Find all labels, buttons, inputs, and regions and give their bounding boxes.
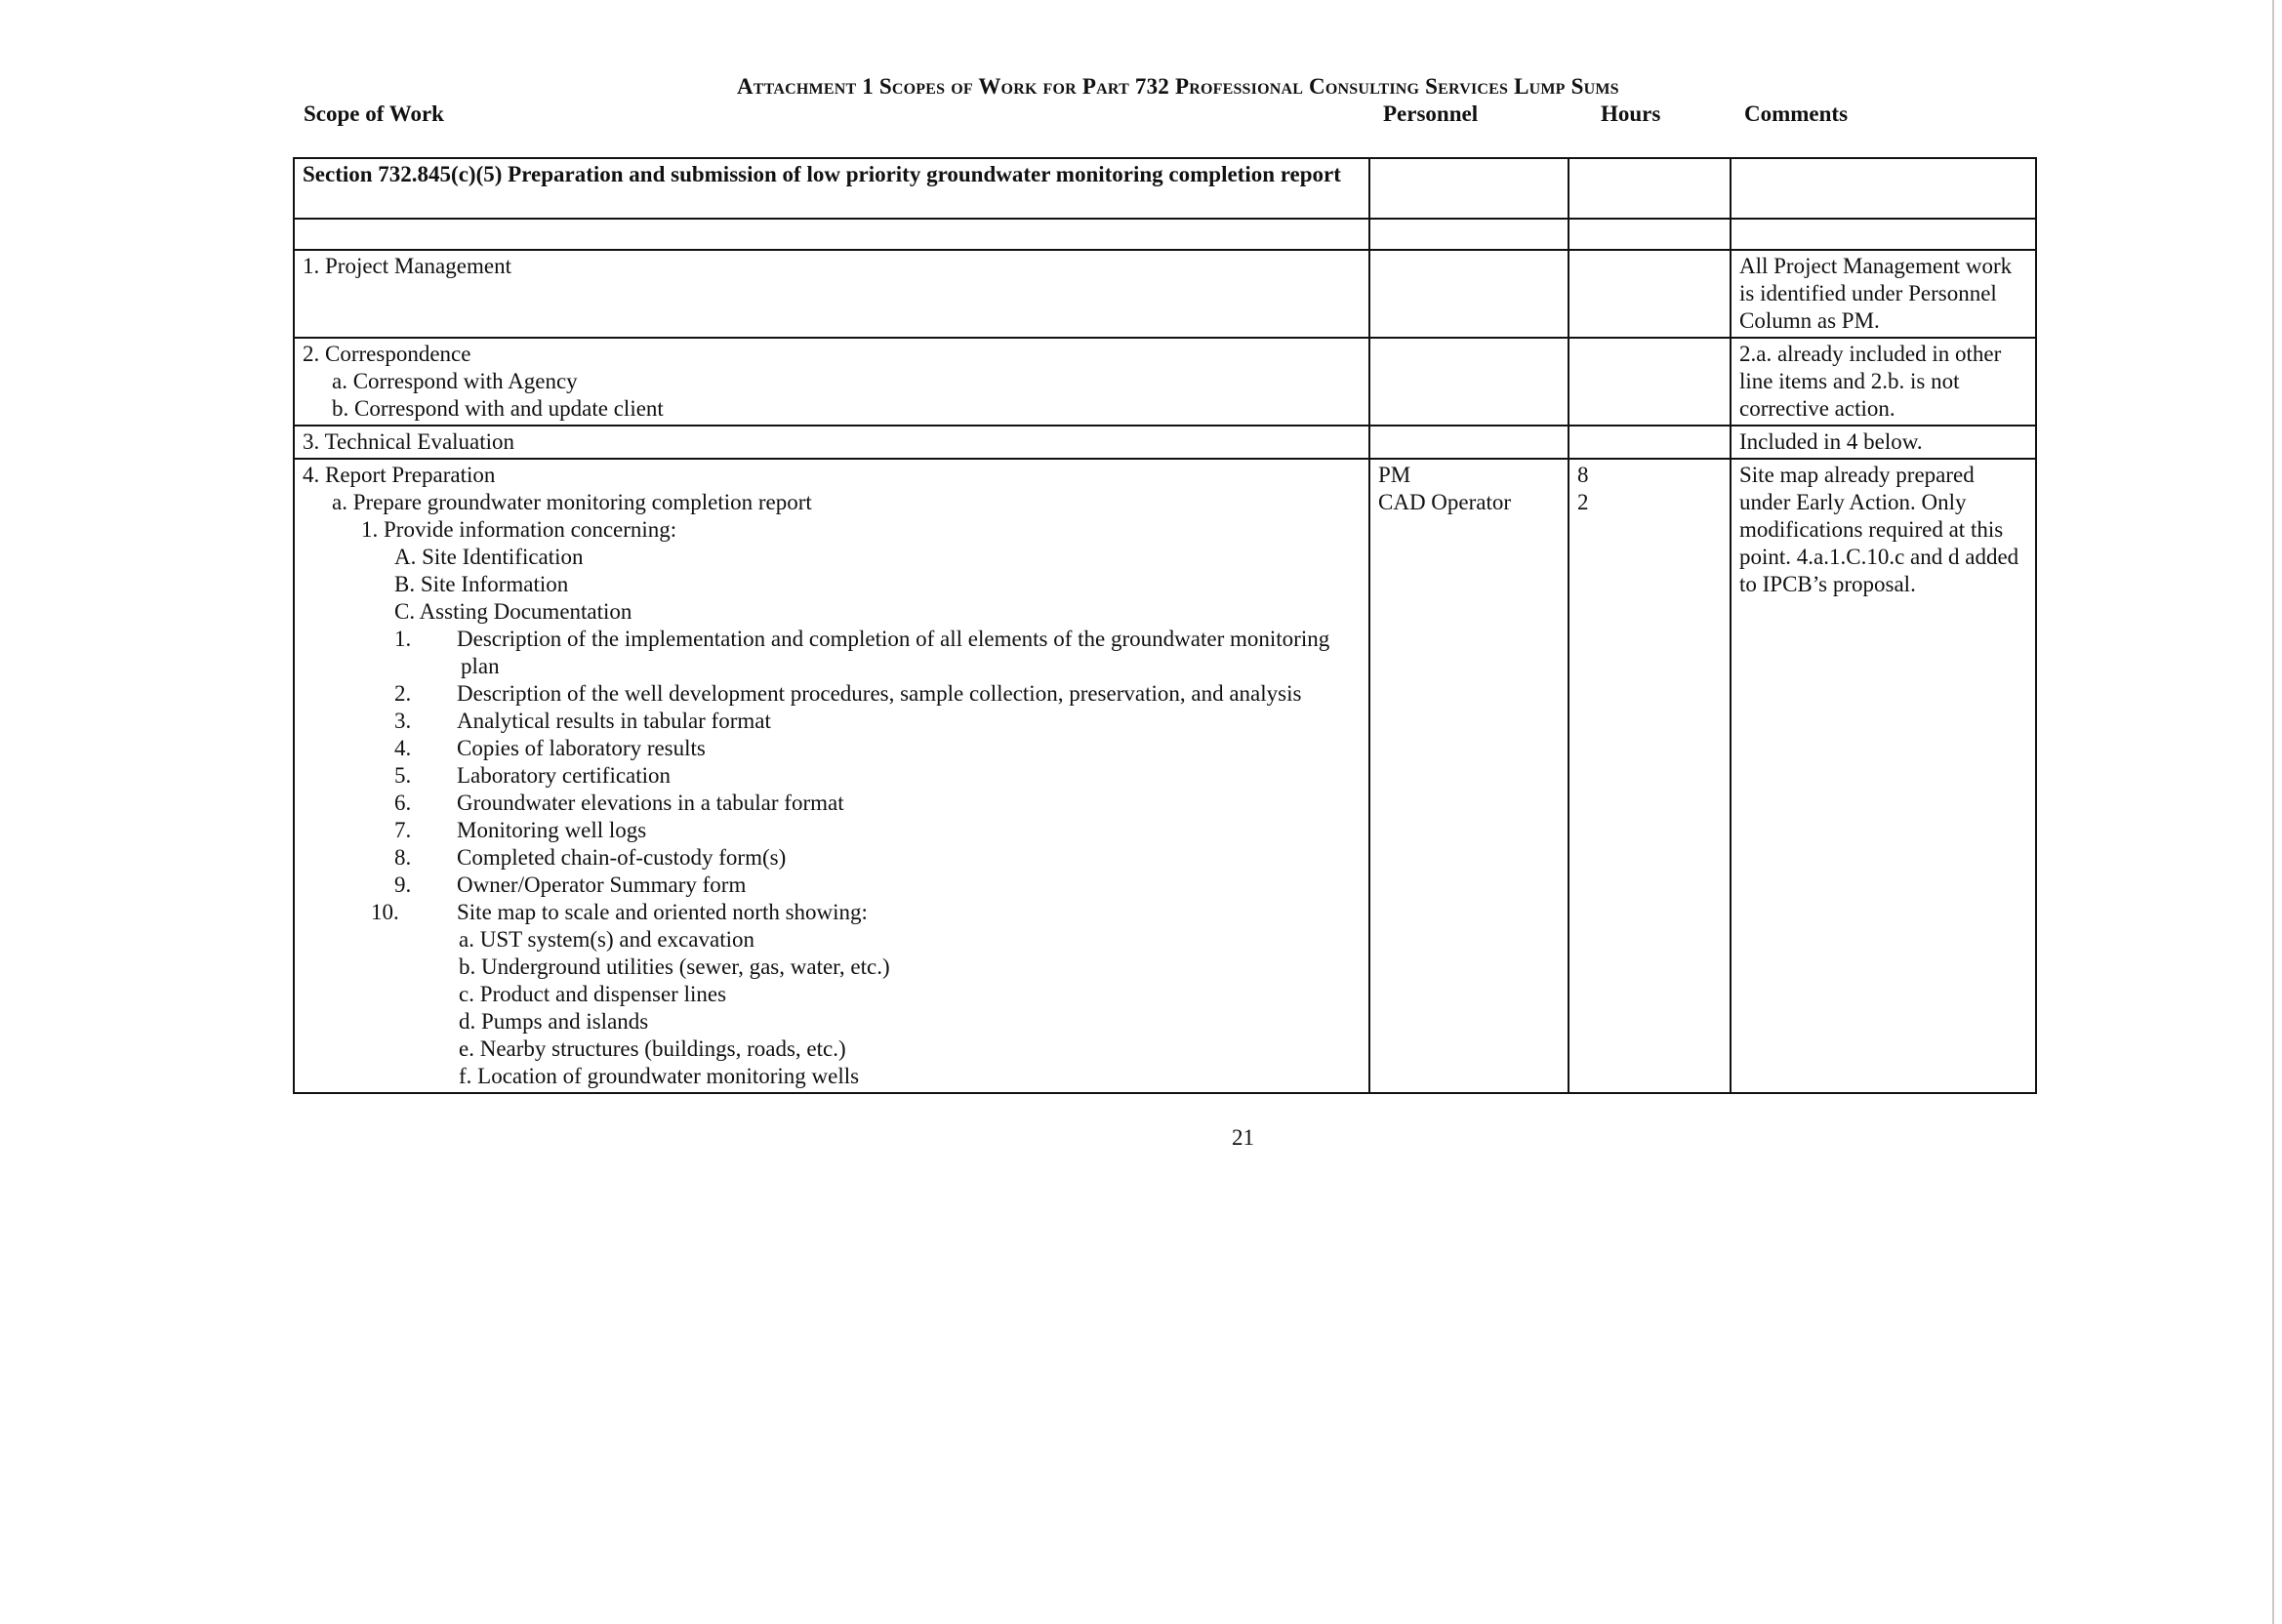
list-item: 5. Laboratory certification [394, 763, 672, 788]
table-row-correspondence [294, 338, 2036, 426]
project-management-comment: All Project Management work is identified under Personnel Column as PM. [1731, 250, 2036, 338]
documentation-list [303, 626, 1361, 926]
correspondence-hours [1569, 338, 1731, 426]
correspondence-label: 2. Correspondence [303, 342, 471, 366]
report-preparation-comment: Site map already prepared under Early Action. Only modifications required at this point. 4.a.1.C.10.c and d added to IPCB’s proposal. [1731, 459, 2036, 1093]
column-header-comments: Comments [1744, 102, 1849, 126]
section-comments-cell [1731, 158, 2036, 219]
list-item: 9. Owner/Operator Summary form [394, 873, 747, 897]
personnel-cad-operator: CAD Operator [1378, 490, 1512, 514]
project-management-hours [1569, 250, 1731, 338]
list-item: d. Pumps and islands [459, 1009, 649, 1034]
report-item-a1: 1. Provide information concerning: [361, 517, 677, 542]
list-item: 8. Completed chain-of-custody form(s) [394, 845, 787, 870]
correspondence-cell [294, 338, 1369, 426]
report-preparation-personnel [1369, 459, 1569, 1093]
correspondence-comment: 2.a. already included in other line items and 2.b. is not corrective action. [1731, 338, 2036, 426]
section-personnel-cell [1369, 158, 1569, 219]
report-item-C: C. Assting Documentation [394, 599, 632, 624]
list-item: 10. Site map to scale and oriented north showing: [371, 900, 868, 924]
site-map-sublist [303, 926, 1361, 1090]
report-item-A: A. Site Identification [394, 545, 584, 569]
list-item: 6. Groundwater elevations in a tabular format [394, 791, 844, 815]
list-item: 1. Description of the implementation and completion of all elements of the groundwater monitoring plan [394, 627, 1330, 678]
table-row-spacer [294, 219, 2036, 250]
correspondence-item-b: b. Correspond with and update client [332, 396, 664, 421]
section-title-cell: Section 732.845(c)(5) Preparation and submission of low priority groundwater monitoring completion report [294, 158, 1369, 219]
table-row-technical-evaluation [294, 426, 2036, 459]
technical-evaluation-comment: Included in 4 below. [1731, 426, 2036, 459]
report-preparation-hours [1569, 459, 1731, 1093]
technical-evaluation-hours [1569, 426, 1731, 459]
attachment-title: Attachment 1 Scopes of Work for Part 732 Professional Consulting Services Lump Sums [737, 74, 1619, 99]
column-header-scope: Scope of Work [304, 102, 444, 126]
report-item-a: a. Prepare groundwater monitoring completion report [332, 490, 812, 514]
scope-of-work-table [293, 157, 2037, 1094]
list-item: f. Location of groundwater monitoring wells [459, 1064, 860, 1088]
hours-pm: 8 [1577, 463, 1589, 487]
hours-cad-operator: 2 [1577, 490, 1589, 514]
report-item-B: B. Site Information [394, 572, 569, 596]
report-preparation-cell [294, 459, 1369, 1093]
correspondence-personnel [1369, 338, 1569, 426]
technical-evaluation-personnel [1369, 426, 1569, 459]
list-item: b. Underground utilities (sewer, gas, water, etc.) [459, 954, 890, 979]
project-management-label: 1. Project Management [294, 250, 1369, 338]
spacer-cell [1569, 219, 1731, 250]
scan-edge-divider [2272, 0, 2274, 1624]
list-item: 2. Description of the well development procedures, sample collection, preservation, and analysis [394, 681, 1302, 706]
list-item: 3. Analytical results in tabular format [394, 709, 771, 733]
correspondence-item-a: a. Correspond with Agency [332, 369, 578, 393]
spacer-cell [1731, 219, 2036, 250]
table-row-section [294, 158, 2036, 219]
list-item: 4. Copies of laboratory results [394, 736, 706, 760]
column-header-hours: Hours [1601, 102, 1661, 126]
list-item: 7. Monitoring well logs [394, 818, 647, 842]
list-item: e. Nearby structures (buildings, roads, etc.) [459, 1036, 846, 1061]
spacer-cell [1369, 219, 1569, 250]
spacer-cell [294, 219, 1369, 250]
list-item: c. Product and dispenser lines [459, 982, 727, 1006]
column-header-personnel: Personnel [1383, 102, 1479, 126]
table-row-report-preparation [294, 459, 2036, 1093]
report-preparation-label: 4. Report Preparation [303, 463, 496, 487]
personnel-pm: PM [1378, 463, 1411, 487]
technical-evaluation-label: 3. Technical Evaluation [294, 426, 1369, 459]
project-management-personnel [1369, 250, 1569, 338]
table-row-project-management [294, 250, 2036, 338]
page-number: 21 [1232, 1125, 1254, 1150]
list-item: a. UST system(s) and excavation [459, 927, 754, 952]
section-hours-cell [1569, 158, 1731, 219]
